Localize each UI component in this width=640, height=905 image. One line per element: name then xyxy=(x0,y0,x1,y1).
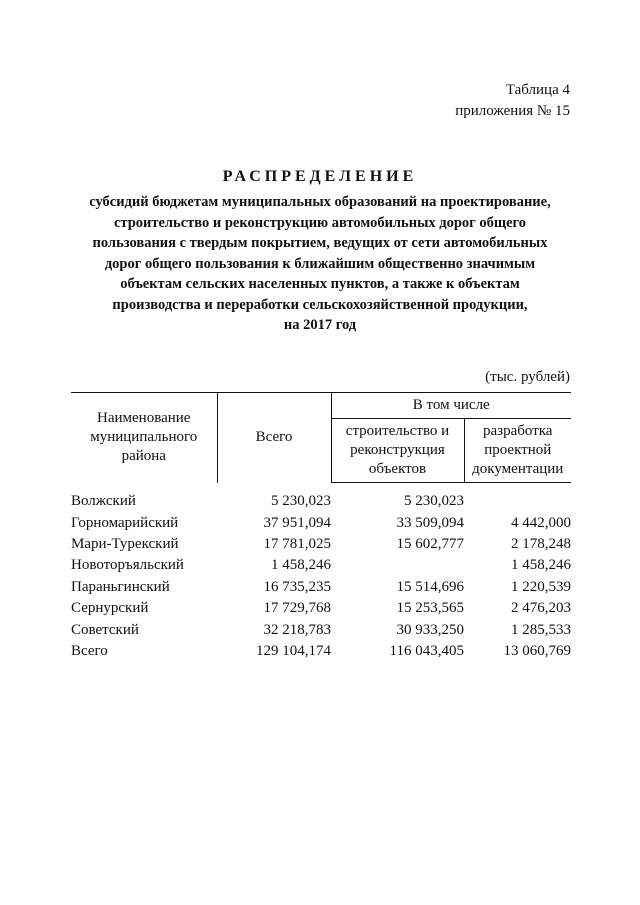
construction-value: 5 230,023 xyxy=(404,493,464,510)
document-subtitle xyxy=(60,192,580,336)
document-title: РАСПРЕДЕЛЕНИЕ xyxy=(222,168,418,185)
subsidy-table xyxy=(71,392,571,662)
district-name: Волжский xyxy=(71,492,136,509)
construction-value: 15 514,696 xyxy=(396,578,464,595)
design-value: 1 285,533 xyxy=(511,621,571,638)
table-row xyxy=(71,598,571,619)
header-text: района xyxy=(121,448,166,465)
district-name: Горномарийский xyxy=(71,514,179,531)
subtitle-line: субсидий бюджетам муниципальных образований на проектирование, xyxy=(89,194,551,210)
total-value: 37 951,094 xyxy=(263,514,331,531)
subtitle-line: производства и переработки сельскохозяйственной продукции, xyxy=(112,296,528,313)
total-value: 17 729,768 xyxy=(263,600,331,617)
total-value: 17 781,025 xyxy=(263,535,331,552)
table-row xyxy=(71,512,571,533)
table-row xyxy=(71,534,571,555)
district-name: Параньгинский xyxy=(71,578,170,595)
header-district-name xyxy=(71,393,217,483)
units-label: (тыс. рублей) xyxy=(485,369,570,385)
header-text: муниципального xyxy=(90,429,198,446)
construction-value: 15 602,777 xyxy=(396,535,464,552)
design-value: 2 178,248 xyxy=(511,535,571,552)
annex-reference xyxy=(455,80,570,122)
construction-value: 33 509,094 xyxy=(396,514,464,531)
total-value: 5 230,023 xyxy=(271,492,331,509)
design-value: 1 220,539 xyxy=(511,578,571,595)
header-text: строительство и xyxy=(345,423,450,439)
design-value: 13 060,769 xyxy=(503,642,571,659)
table-row-total xyxy=(71,641,571,662)
header-total: Всего xyxy=(217,393,331,483)
header-text: реконструкция xyxy=(350,442,445,458)
subtitle-line: дорог общего пользования к ближайшим общественно значимым xyxy=(104,255,536,272)
header-construction xyxy=(331,419,464,483)
design-value: 1 458,246 xyxy=(511,557,571,574)
header-text: проектной xyxy=(484,442,552,458)
construction-value: 30 933,250 xyxy=(396,621,464,638)
table-row xyxy=(71,577,571,598)
total-value: 1 458,246 xyxy=(271,557,331,574)
header-text: документации xyxy=(472,461,564,477)
district-name: Всего xyxy=(71,642,108,659)
district-name: Новоторъяльский xyxy=(71,557,184,574)
annex-appendix-number: приложения № 15 xyxy=(455,103,570,119)
header-text: Наименование xyxy=(97,410,191,427)
district-name: Сернурский xyxy=(71,600,149,617)
total-value: 16 735,235 xyxy=(263,578,331,595)
district-name: Советский xyxy=(71,621,139,638)
design-value: 4 442,000 xyxy=(511,514,571,531)
annex-table-number: Таблица 4 xyxy=(505,82,570,98)
header-including: В том числе xyxy=(331,393,571,419)
header-text: объектов xyxy=(368,461,427,477)
subtitle-line: строительство и реконструкцию автомобильных дорог общего xyxy=(113,214,527,231)
subtitle-line: на 2017 год xyxy=(283,317,357,333)
construction-value: 15 253,565 xyxy=(396,600,464,617)
design-value xyxy=(464,483,571,513)
construction-value: 116 043,405 xyxy=(389,642,464,659)
header-text: разработка xyxy=(483,423,553,439)
table-row xyxy=(71,619,571,640)
subtitle-line: пользования с твердым покрытием, ведущих от сети автомобильных xyxy=(92,235,548,251)
construction-value xyxy=(331,555,464,576)
header-design xyxy=(464,419,571,483)
total-value: 32 218,783 xyxy=(263,621,331,638)
design-value: 2 476,203 xyxy=(511,600,571,617)
total-value: 129 104,174 xyxy=(256,642,331,659)
table-row xyxy=(71,483,571,513)
district-name: Мари-Турекский xyxy=(71,535,179,552)
subtitle-line: объектам сельских населенных пунктов, а также к объектам xyxy=(120,276,520,292)
table-row xyxy=(71,555,571,576)
